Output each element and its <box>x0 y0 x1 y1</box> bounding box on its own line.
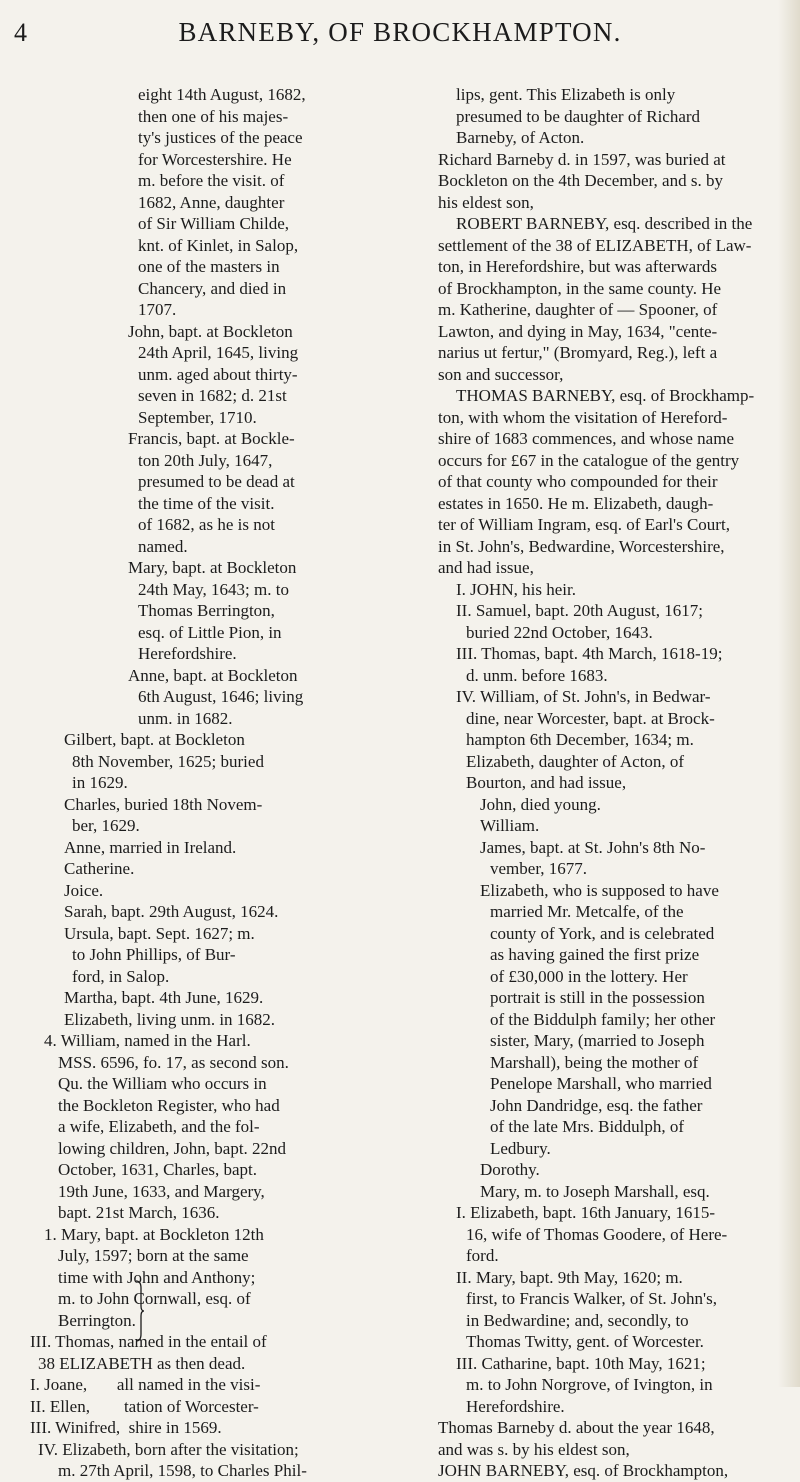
left-text-line: ford, in Salop. <box>72 966 170 986</box>
right-text-line: dine, near Worcester, bapt. at Brock- <box>466 708 715 728</box>
left-text-line: IV. Elizabeth, born after the visitation; <box>38 1439 299 1459</box>
left-text-line: time with John and Anthony; <box>58 1267 256 1287</box>
right-text-line: hampton 6th December, 1634; m. <box>466 730 694 749</box>
right-text-line: Mary, m. to Joseph Marshall, esq. <box>480 1181 710 1201</box>
right-text-line: Dorothy. <box>480 1160 540 1179</box>
right-text-line: ton, with whom the visitation of Hereford- <box>438 407 728 427</box>
left-text-line: ber, 1629. <box>72 816 140 835</box>
right-text-line: Richard Barneby d. in 1597, was buried at <box>438 149 726 169</box>
right-text-line: of the late Mrs. Biddulph, of <box>490 1117 685 1136</box>
left-text-line: Thomas Berrington, <box>138 601 275 620</box>
right-text-line: as having gained the first prize <box>490 945 700 964</box>
left-text-line: esq. of Little Pion, in <box>138 622 282 642</box>
running-head-title: BARNEBY, OF BROCKHAMPTON. <box>178 17 622 47</box>
left-text-line: Catherine. <box>64 859 135 878</box>
left-text-line: Chancery, and died in <box>138 278 287 298</box>
left-text-line: seven in 1682; d. 21st <box>138 386 287 405</box>
right-text-line: married Mr. Metcalfe, of the <box>490 902 684 921</box>
right-text-line: William. <box>480 816 540 835</box>
right-text-line: portrait is still in the possession <box>490 988 705 1007</box>
brace-bracket <box>135 1280 144 1342</box>
left-text-line: Martha, bapt. 4th June, 1629. <box>64 988 264 1007</box>
left-text-line: I. Joane, all named in the visi- <box>30 1375 261 1394</box>
right-text-line: I. Elizabeth, bapt. 16th January, 1615- <box>456 1203 716 1222</box>
left-text-line: bapt. 21st March, 1636. <box>58 1203 220 1222</box>
left-text-line: of 1682, as he is not <box>138 515 275 534</box>
left-text-line: 8th November, 1625; buried <box>72 751 264 771</box>
left-text-line: the time of the visit. <box>138 493 275 513</box>
left-text-line: m. 27th April, 1598, to Charles Phil- <box>58 1461 307 1480</box>
left-text-line: John, bapt. at Bockleton <box>128 321 293 341</box>
right-text-line: Thomas Barneby d. about the year 1648, <box>438 1418 715 1437</box>
left-text-line: Elizabeth, living unm. in 1682. <box>64 1009 276 1029</box>
left-text-line: 4. William, named in the Harl. <box>44 1031 251 1050</box>
right-text-line: Barneby, of Acton. <box>456 128 585 147</box>
left-text-line: Qu. the William who occurs in <box>58 1074 267 1093</box>
right-text-line: Bourton, and had issue, <box>466 773 627 792</box>
left-text-line: III. Thomas, named in the entail of <box>30 1332 267 1351</box>
right-text-line: settlement of the 38 of ELIZABETH, of Law- <box>438 235 752 255</box>
right-text-line: Lawton, and dying in May, 1634, "cente- <box>438 321 718 341</box>
left-text-line: then one of his majes- <box>138 106 289 126</box>
right-text-line: Ledbury. <box>490 1138 551 1158</box>
left-text-line: to John Phillips, of Bur- <box>72 945 236 964</box>
left-text-line: 6th August, 1646; living <box>138 687 304 706</box>
right-text-line: John, died young. <box>480 794 601 814</box>
right-text-line: of that county who compounded for their <box>438 472 718 491</box>
left-text-line: Anne, bapt. at Bockleton <box>128 665 298 685</box>
left-text-line: 1707. <box>138 300 177 319</box>
right-text-line: THOMAS BARNEBY, esq. of Brockhamp- <box>456 386 755 405</box>
left-text-line: MSS. 6596, fo. 17, as second son. <box>58 1052 289 1072</box>
page-edge-shadow <box>778 0 800 1387</box>
right-text-line: and was s. by his eldest son, <box>438 1439 630 1459</box>
left-text-line: Mary, bapt. at Bockleton <box>128 558 297 577</box>
right-text-line: II. Mary, bapt. 9th May, 1620; m. <box>456 1267 683 1287</box>
right-text-line: John Dandridge, esq. the father <box>490 1095 703 1115</box>
left-text-line: September, 1710. <box>138 407 257 427</box>
right-text-line: m. to John Norgrove, of Ivington, in <box>466 1375 713 1394</box>
right-text-line: d. unm. before 1683. <box>466 665 608 685</box>
left-text-line: Gilbert, bapt. at Bockleton <box>64 730 245 749</box>
right-text-line: ton, in Herefordshire, but was afterwards <box>438 257 717 276</box>
left-text-line: Anne, married in Ireland. <box>64 837 237 857</box>
right-text-line: Elizabeth, daughter of Acton, of <box>466 751 685 771</box>
left-text-line: Ursula, bapt. Sept. 1627; m. <box>64 923 255 943</box>
left-text-line: eight 14th August, 1682, <box>138 85 306 104</box>
right-text-line: Thomas Twitty, gent. of Worcester. <box>466 1332 704 1351</box>
right-text-line: II. Samuel, bapt. 20th August, 1617; <box>456 601 703 620</box>
right-text-line: ford. <box>466 1246 499 1265</box>
left-text-line: m. to John Cornwall, esq. of <box>58 1289 251 1308</box>
right-text-line: sister, Mary, (married to Joseph <box>490 1031 705 1050</box>
left-text-line: 19th June, 1633, and Margery, <box>58 1181 265 1201</box>
page-number: 4 <box>14 18 27 47</box>
right-text-line: III. Thomas, bapt. 4th March, 1618-19; <box>456 644 723 663</box>
left-text-line: 38 ELIZABETH as then dead. <box>38 1353 246 1373</box>
left-text-line: Charles, buried 18th Novem- <box>64 794 263 814</box>
right-text-line: ROBERT BARNEBY, esq. described in the <box>456 214 753 233</box>
right-text-line: son and successor, <box>438 364 564 384</box>
left-text-line: the Bockleton Register, who had <box>58 1095 280 1115</box>
left-text-line: 24th April, 1645, living <box>138 343 299 362</box>
left-text-line: named. <box>138 536 188 556</box>
right-text-line: Penelope Marshall, who married <box>490 1074 712 1093</box>
left-text-line: Joice. <box>64 880 104 900</box>
left-text-line: Herefordshire. <box>138 644 237 663</box>
left-text-line: lowing children, John, bapt. 22nd <box>58 1138 287 1158</box>
left-column <box>30 84 430 1482</box>
right-text-line: Bockleton on the 4th December, and s. by <box>438 171 723 190</box>
left-text-line: unm. in 1682. <box>138 708 233 728</box>
right-text-line: and had issue, <box>438 558 534 577</box>
left-text-line: for Worcestershire. He <box>138 149 292 169</box>
right-text-line: ter of William Ingram, esq. of Earl's Court, <box>438 515 730 534</box>
right-text-line: buried 22nd October, 1643. <box>466 622 653 642</box>
right-text-line: shire of 1683 commences, and whose name <box>438 429 734 448</box>
right-text-line: of the Biddulph family; her other <box>490 1009 716 1029</box>
left-text-line: Francis, bapt. at Bockle- <box>128 429 295 448</box>
right-text-line: Elizabeth, who is supposed to have <box>480 880 719 900</box>
right-text-line: m. Katherine, daughter of — Spooner, of <box>438 300 718 319</box>
left-text-line: of Sir William Childe, <box>138 214 290 233</box>
right-text-line: JOHN BARNEBY, esq. of Brockhampton, <box>438 1461 729 1480</box>
right-text-line: lips, gent. This Elizabeth is only <box>456 85 676 104</box>
right-text-line: IV. William, of St. John's, in Bedwar- <box>456 687 711 706</box>
right-text-line: narius ut fertur," (Bromyard, Reg.), left a <box>438 343 718 362</box>
left-text-line: one of the masters in <box>138 257 280 276</box>
left-text-line: ton 20th July, 1647, <box>138 450 273 470</box>
right-text-line: presumed to be daughter of Richard <box>456 106 701 126</box>
left-text-line: Berrington. <box>58 1310 136 1330</box>
right-text-line: in Bedwardine; and, secondly, to <box>466 1310 689 1330</box>
left-text-line: 1682, Anne, daughter <box>138 192 285 212</box>
right-text-line: county of York, and is celebrated <box>490 923 715 943</box>
left-text-line: 24th May, 1643; m. to <box>138 579 289 599</box>
left-text-line: October, 1631, Charles, bapt. <box>58 1160 258 1179</box>
right-text-line: Marshall), being the mother of <box>490 1052 699 1072</box>
left-text-line: 1. Mary, bapt. at Bockleton 12th <box>44 1224 264 1244</box>
left-text-line: a wife, Elizabeth, and the fol- <box>58 1117 260 1136</box>
left-text-line: ty's justices of the peace <box>138 128 303 147</box>
left-text-line: in 1629. <box>72 773 128 792</box>
right-column <box>438 84 778 1482</box>
right-text-line: of Brockhampton, in the same county. He <box>438 278 722 298</box>
left-text-line: Sarah, bapt. 29th August, 1624. <box>64 902 279 921</box>
left-text-line: m. before the visit. of <box>138 171 285 190</box>
left-text-line: II. Ellen, tation of Worcester- <box>30 1396 259 1416</box>
right-text-line: vember, 1677. <box>490 859 588 878</box>
right-text-line: first, to Francis Walker, of St. John's, <box>466 1289 717 1308</box>
right-text-line: his eldest son, <box>438 192 534 212</box>
right-text-line: I. JOHN, his heir. <box>456 579 576 599</box>
right-text-line: James, bapt. at St. John's 8th No- <box>480 837 706 857</box>
right-text-line: III. Catharine, bapt. 10th May, 1621; <box>456 1353 706 1373</box>
right-text-line: of £30,000 in the lottery. Her <box>490 966 688 986</box>
right-text-line: Herefordshire. <box>466 1396 565 1416</box>
left-text-line: knt. of Kinlet, in Salop, <box>138 235 299 255</box>
right-text-line: estates in 1650. He m. Elizabeth, daugh- <box>438 493 714 513</box>
right-text-line: occurs for £67 in the catalogue of the gentry <box>438 450 740 470</box>
left-text-line: unm. aged about thirty- <box>138 364 298 384</box>
right-text-line: in St. John's, Bedwardine, Worcestershire, <box>438 536 725 556</box>
left-text-line: presumed to be dead at <box>138 472 295 491</box>
left-text-line: III. Winifred, shire in 1569. <box>30 1418 222 1437</box>
right-text-line: 16, wife of Thomas Goodere, of Here- <box>466 1224 728 1244</box>
left-text-line: July, 1597; born at the same <box>58 1246 249 1265</box>
